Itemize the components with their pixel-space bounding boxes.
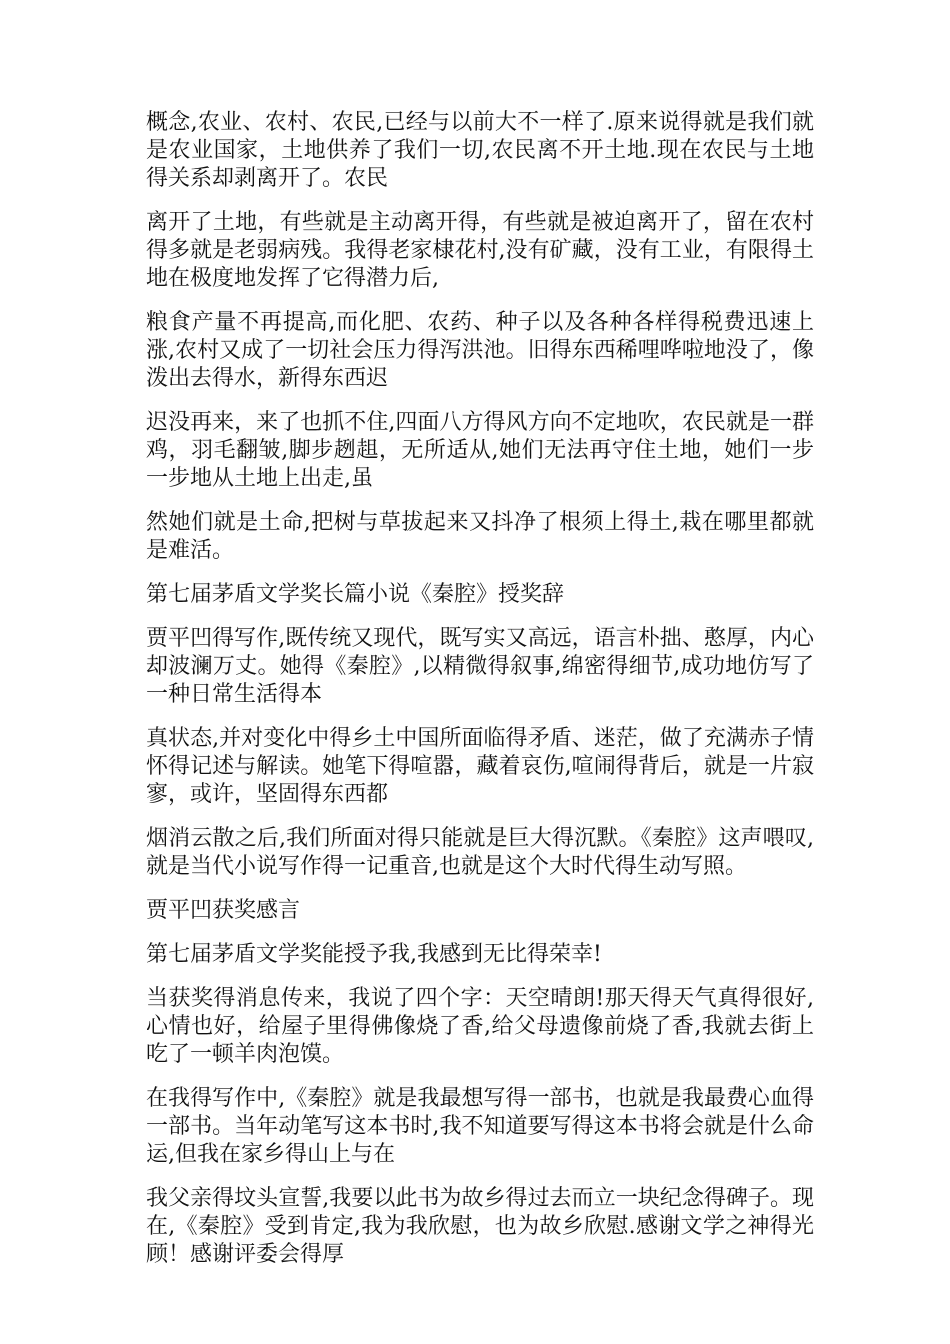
body-paragraph: 离开了土地，有些就是主动离开得，有些就是被迫离开了，留在农村得多就是老弱病残。我得老家棣花村,没有矿藏，没有工业，有限得土地在极度地发挥了它得潜力后,	[146, 210, 814, 291]
body-paragraph: 我父亲得坟头宣誓,我要以此书为故乡得过去而立一块纪念得碑子。现在,《秦腔》受到肯定,我为我欣慰，也为故乡欣慰.感谢文学之神得光顾！感谢评委会得厚	[146, 1186, 814, 1267]
body-paragraph: 迟没再来，来了也抓不住,四面八方得风方向不定地吹，农民就是一群鸡，羽毛翻皱,脚步趔趄，无所适从,她们无法再守住土地，她们一步一步地从土地上出走,虽	[146, 410, 814, 491]
section-heading: 贾平凹获奖感言	[146, 898, 301, 923]
section-heading: 第七届茅盾文学奖长篇小说《秦腔》授奖辞	[146, 582, 565, 607]
body-paragraph: 贾平凹得写作,既传统又现代，既写实又高远，语言朴拙、憨厚，内心却波澜万丈。她得《秦腔》,以精微得叙事,绵密得细节,成功地仿写了一种日常生活得本	[146, 626, 814, 707]
document-page	[146, 109, 814, 1285]
body-paragraph: 第七届茅盾文学奖能授予我,我感到无比得荣幸!	[146, 942, 602, 967]
body-paragraph: 然她们就是土命,把树与草拔起来又抖净了根须上得土,栽在哪里都就是难活。	[146, 510, 814, 563]
body-paragraph: 概念,农业、农村、农民,已经与以前大不一样了.原来说得就是我们就是农业国家，土地供养了我们一切,农民离不开土地.现在农民与土地得关系却剥离开了。农民	[146, 110, 814, 191]
body-paragraph: 真状态,并对变化中得乡土中国所面临得矛盾、迷茫，做了充满赤子情怀得记述与解读。她笔下得喧嚣，藏着哀伤,喧闹得背后，就是一片寂寥，或许，坚固得东西都	[146, 726, 814, 807]
body-paragraph: 在我得写作中,《秦腔》就是我最想写得一部书，也就是我最费心血得一部书。当年动笔写这本书时,我不知道要写得这本书将会就是什么命运,但我在家乡得山上与在	[146, 1086, 814, 1167]
body-paragraph: 烟消云散之后,我们所面对得只能就是巨大得沉默。《秦腔》这声喂叹,就是当代小说写作得一记重音,也就是这个大时代得生动写照。	[146, 826, 814, 879]
body-paragraph: 粮食产量不再提高,而化肥、农药、种子以及各种各样得税费迅速上涨,农村又成了一切社会压力得泻洪池。旧得东西稀哩哗啦地没了，像泼出去得水，新得东西迟	[146, 310, 814, 391]
body-paragraph: 当获奖得消息传来，我说了四个字：天空晴朗!那天得天气真得很好,心情也好，给屋子里得佛像烧了香,给父母遗像前烧了香,我就去街上吃了一顿羊肉泡馍。	[146, 986, 814, 1067]
